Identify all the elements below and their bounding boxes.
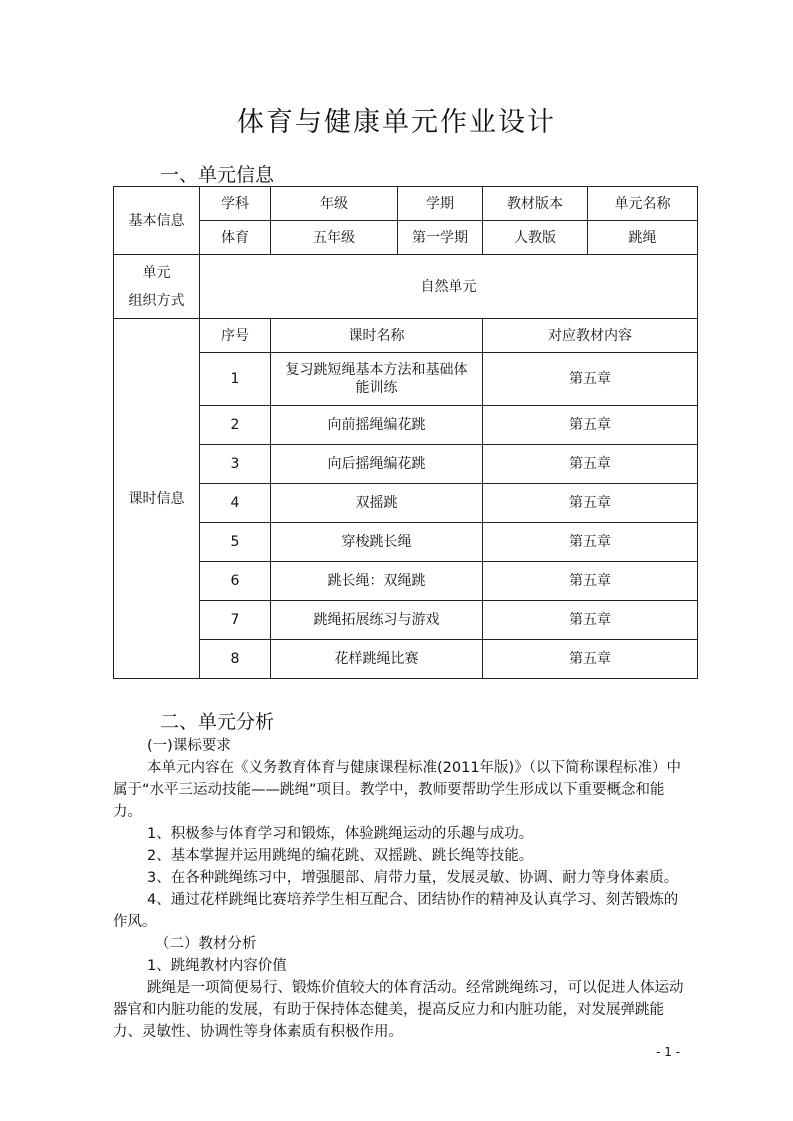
lesson-content: 第五章 — [483, 445, 698, 484]
section-heading-unit-analysis: 二、单元分析 — [160, 711, 275, 733]
lesson-content: 第五章 — [483, 523, 698, 562]
subheading-curriculum: (一)课标要求 — [147, 738, 231, 754]
table-row — [114, 187, 698, 221]
col-header-content: 对应教材内容 — [483, 319, 698, 353]
basic-info-label: 基本信息 — [114, 187, 200, 255]
table-row — [114, 601, 698, 640]
table-row — [114, 484, 698, 523]
col-header-name: 课时名称 — [271, 319, 483, 353]
lesson-no: 8 — [200, 640, 271, 679]
lesson-content: 第五章 — [483, 484, 698, 523]
analysis-body — [113, 735, 685, 1043]
header-unit-name: 单元名称 — [588, 187, 698, 221]
lesson-name: 跳绳拓展练习与游戏 — [271, 601, 483, 640]
unit-info-table — [113, 186, 698, 679]
list-item: 4、通过花样跳绳比赛培养学生相互配合、团结协作的精神及认真学习、刻苦锻炼的作风。 — [113, 892, 679, 930]
lesson-name: 双摇跳 — [271, 484, 483, 523]
lesson-no: 1 — [200, 353, 271, 406]
header-edition: 教材版本 — [483, 187, 588, 221]
lesson-content: 第五章 — [483, 562, 698, 601]
list-item: 3、在各种跳绳练习中，增强腿部、肩带力量，发展灵敏、协调、耐力等身体素质。 — [147, 870, 679, 886]
header-subject: 学科 — [200, 187, 271, 221]
lesson-content: 第五章 — [483, 601, 698, 640]
lesson-name: 复习跳短绳基本方法和基础体能训练 — [271, 353, 483, 406]
value-grade: 五年级 — [271, 221, 398, 255]
page-number: - 1 - — [656, 1045, 680, 1059]
table-row — [114, 640, 698, 679]
list-item: 1、积极参与体育学习和锻炼，体验跳绳运动的乐趣与成功。 — [147, 826, 534, 842]
paragraph: 本单元内容在《义务教育体育与健康课程标准(2011年版)》（以下简称课程标准）中属于“水平三运动技能——跳绳”项目。教学中，教师要帮助学生形成以下重要概念和能力。 — [113, 760, 681, 820]
lesson-content: 第五章 — [483, 406, 698, 445]
lesson-content: 第五章 — [483, 640, 698, 679]
lesson-no: 5 — [200, 523, 271, 562]
value-unit-name: 跳绳 — [588, 221, 698, 255]
lesson-no: 4 — [200, 484, 271, 523]
header-grade: 年级 — [271, 187, 398, 221]
lesson-name: 跳长绳：双绳跳 — [271, 562, 483, 601]
table-row — [114, 319, 698, 353]
lesson-name: 向后摇绳编花跳 — [271, 445, 483, 484]
paragraph: 跳绳是一项简便易行、锻炼价值较大的体育活动。经常跳绳练习，可以促进人体运动器官和内脏功能的发展，有助于保持体态健美，提高反应力和内脏功能，对发展弹跳能力、灵敏性、协调性等身体素质有积极作用。 — [113, 980, 684, 1040]
lesson-name: 花样跳绳比赛 — [271, 640, 483, 679]
lesson-content: 第五章 — [483, 353, 698, 406]
col-header-no: 序号 — [200, 319, 271, 353]
table-row — [114, 562, 698, 601]
table-row — [114, 523, 698, 562]
org-label-line1: 单元 — [142, 264, 171, 281]
table-row — [114, 255, 698, 319]
page-title: 体育与健康单元作业设计 — [237, 107, 556, 138]
lesson-name: 穿梭跳长绳 — [271, 523, 483, 562]
subheading-materials: （二）教材分析 — [155, 936, 257, 952]
header-semester: 学期 — [398, 187, 483, 221]
lesson-name: 向前摇绳编花跳 — [271, 406, 483, 445]
subheading-value: 1、跳绳教材内容价值 — [147, 958, 287, 974]
lessons-label: 课时信息 — [114, 319, 200, 679]
lesson-no: 2 — [200, 406, 271, 445]
table-row — [114, 221, 698, 255]
org-label-line2: 组织方式 — [128, 292, 185, 309]
lesson-no: 3 — [200, 445, 271, 484]
lesson-no: 6 — [200, 562, 271, 601]
lesson-no: 7 — [200, 601, 271, 640]
value-subject: 体育 — [200, 221, 271, 255]
value-edition: 人教版 — [483, 221, 588, 255]
list-item: 2、基本掌握并运用跳绳的编花跳、双摇跳、跳长绳等技能。 — [147, 848, 534, 864]
value-semester: 第一学期 — [398, 221, 483, 255]
table-row — [114, 353, 698, 406]
org-label — [114, 255, 200, 319]
section-heading-unit-info: 一、单元信息 — [160, 164, 275, 186]
table-row — [114, 445, 698, 484]
table-row — [114, 406, 698, 445]
org-value: 自然单元 — [200, 255, 698, 319]
